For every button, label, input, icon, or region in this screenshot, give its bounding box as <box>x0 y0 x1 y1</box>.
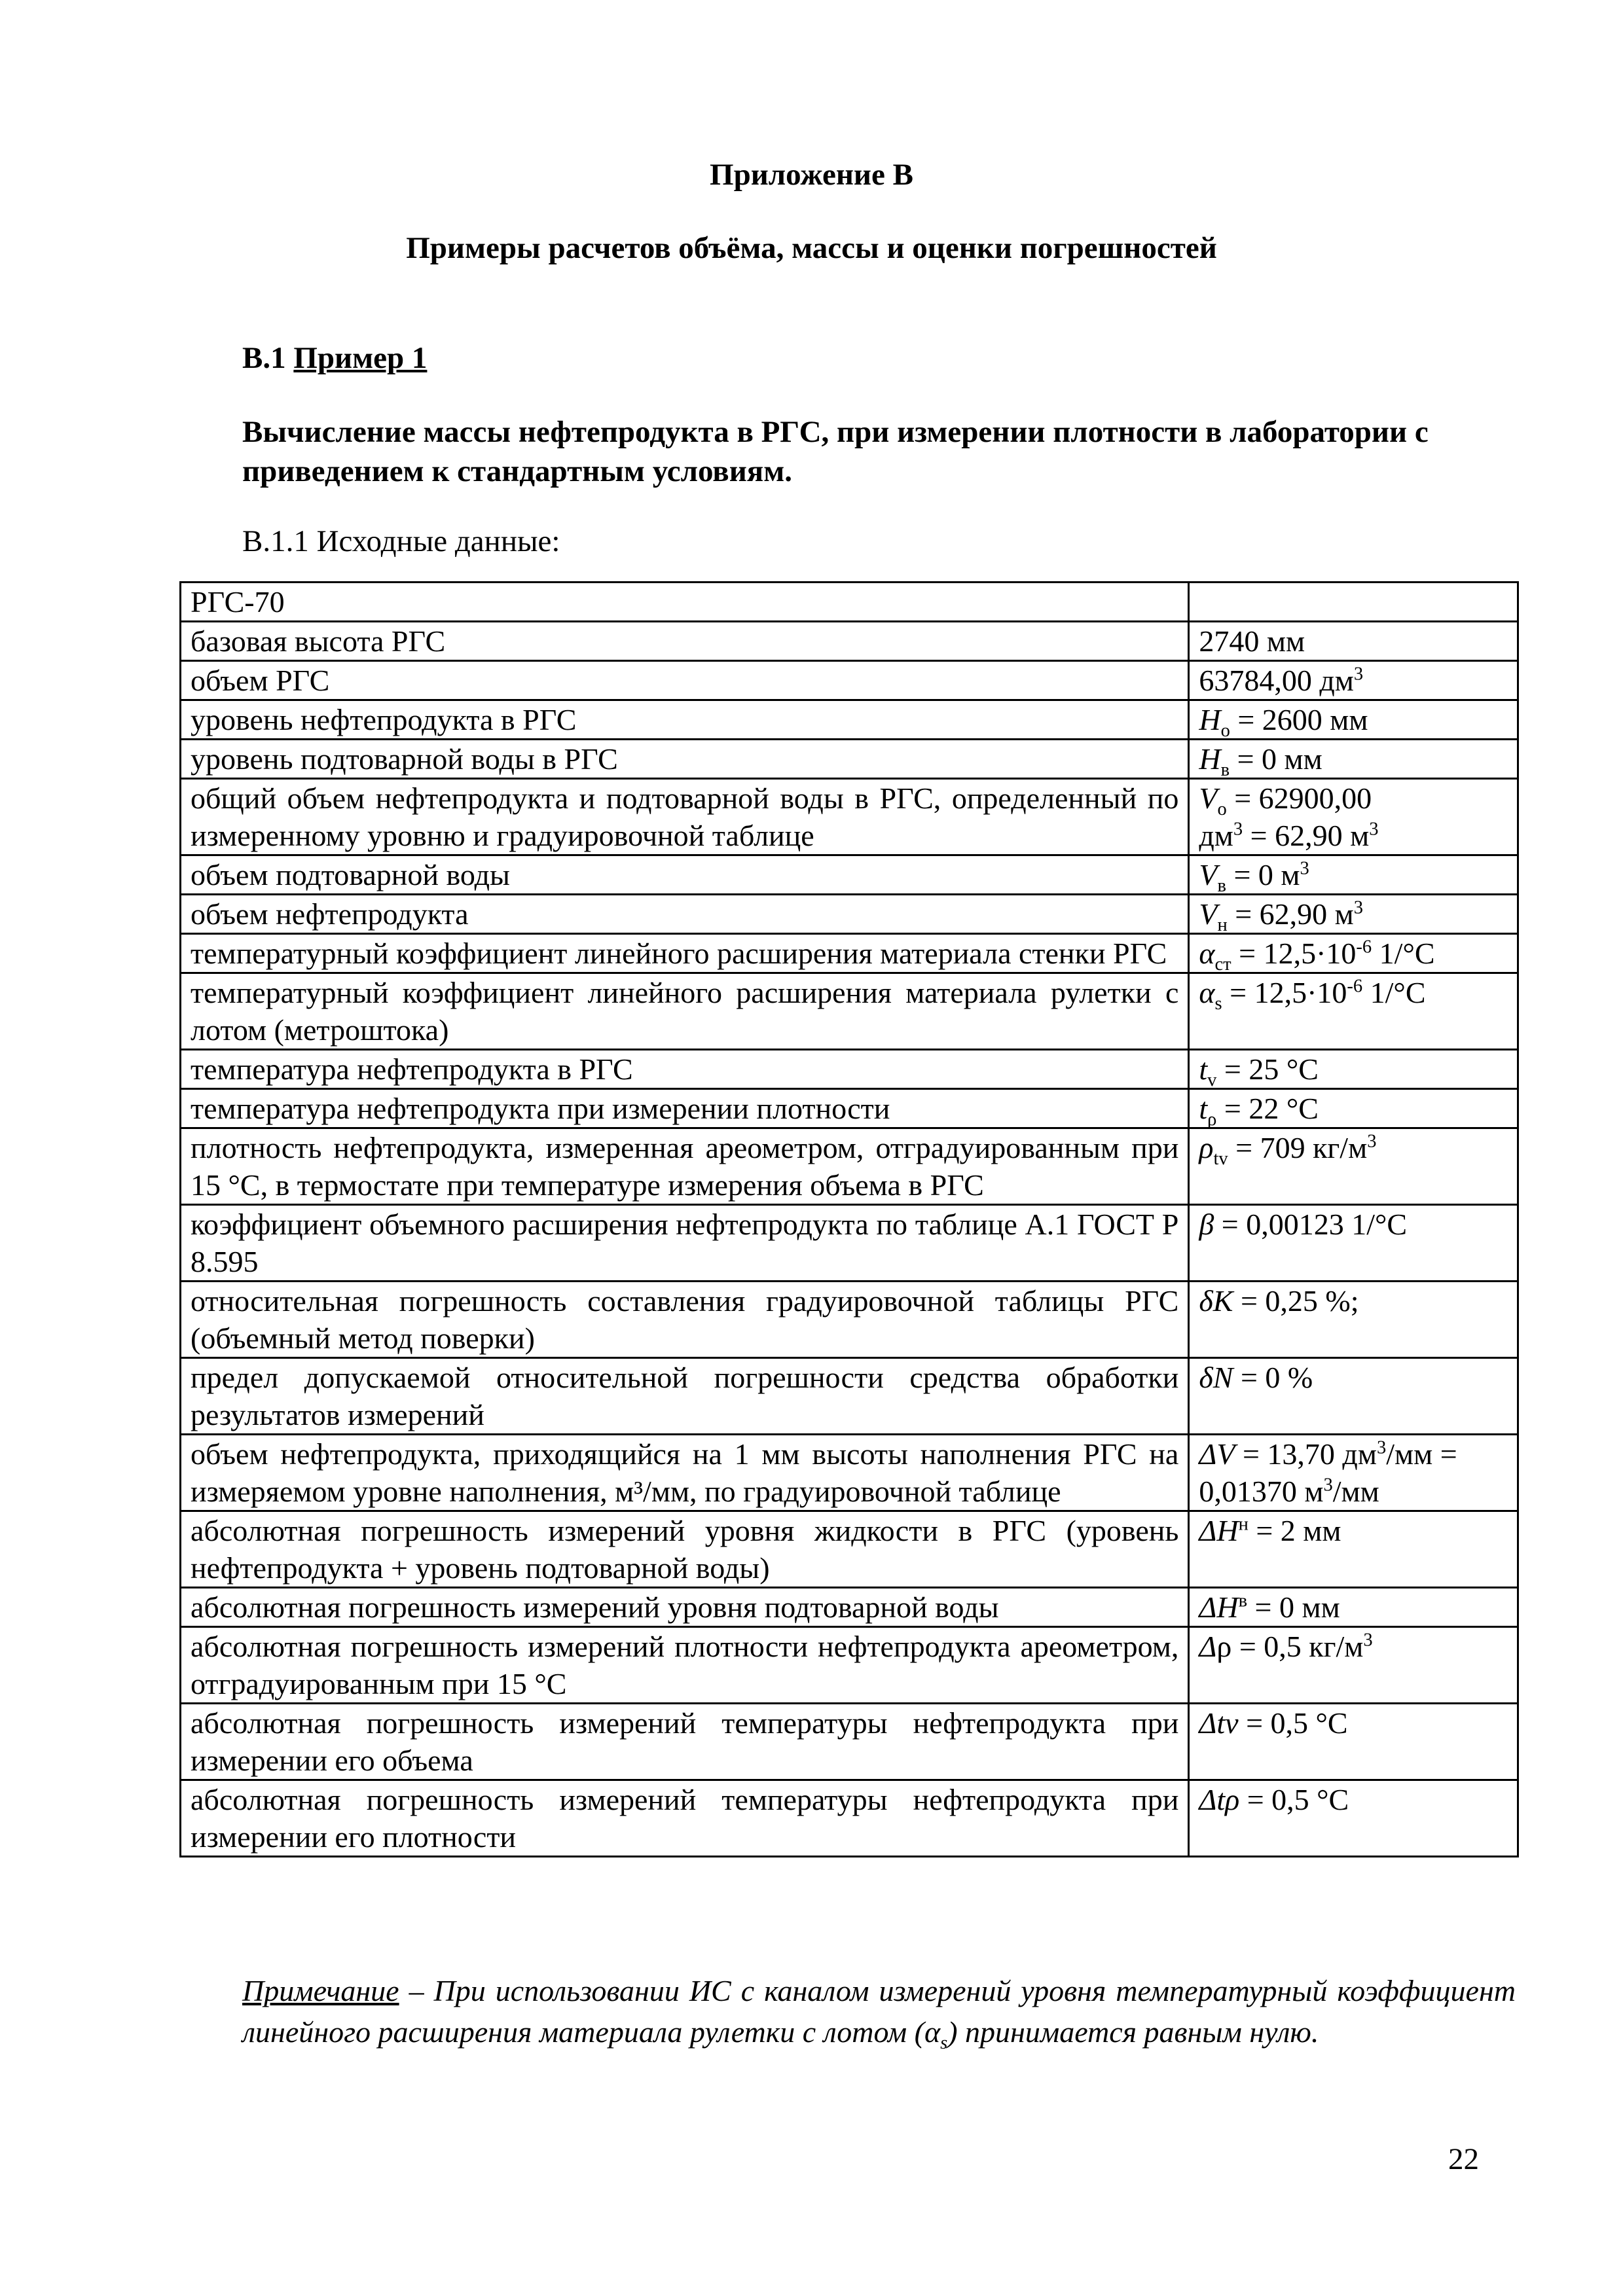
parameter-name: плотность нефтепродукта, измеренная ареометром, отградуированным при 15 °С, в термостате при температуре измерения объема в РГС <box>181 1128 1189 1205</box>
table-row <box>181 1511 1518 1588</box>
table-row <box>181 1588 1518 1627</box>
parameter-value <box>1189 973 1518 1050</box>
value-sup: 3 <box>1353 664 1364 685</box>
value-symbol: H <box>1199 742 1221 776</box>
value-sup: 3 <box>1363 1630 1373 1651</box>
parameter-value <box>1189 1627 1518 1704</box>
parameter-value <box>1189 1128 1518 1205</box>
parameter-value <box>1189 1704 1518 1780</box>
value-symbol-sub: ρ <box>1207 1109 1217 1130</box>
value-symbol: ΔH <box>1199 1514 1239 1547</box>
parameter-name: абсолютная погрешность измерений плотности нефтепродукта ареометром, отградуированным при 15 °С <box>181 1627 1189 1704</box>
parameter-value <box>1189 1205 1518 1282</box>
parameter-name: абсолютная погрешность измерений уровня жидкости в РГС (уровень нефтепродукта + уровень подтоварной воды) <box>181 1511 1189 1588</box>
value-symbol-sub: в <box>1217 876 1226 897</box>
value-symbol: ΔH <box>1199 1590 1239 1624</box>
value-symbol-sub: ст <box>1214 954 1231 975</box>
value-text: = 2 мм <box>1248 1514 1341 1547</box>
parameter-name: общий объем нефтепродукта и подтоварной воды в РГС, определенный по измеренному уровню и градуировочной таблице <box>181 779 1189 855</box>
parameter-value <box>1189 779 1518 855</box>
parameter-name: объем нефтепродукта <box>181 895 1189 934</box>
parameter-name: абсолютная погрешность измерений температуры нефтепродукта при измерении его плотности <box>181 1780 1189 1857</box>
parameter-value <box>1189 622 1518 661</box>
parameter-value <box>1189 895 1518 934</box>
table-row <box>181 855 1518 895</box>
table-row <box>181 1704 1518 1780</box>
parameter-value <box>1189 1511 1518 1588</box>
value-text: = 25 °С <box>1216 1052 1319 1086</box>
value-text: = 13,70 дм <box>1235 1437 1377 1471</box>
value-symbol: δK <box>1199 1284 1233 1318</box>
table-row <box>181 973 1518 1050</box>
value-symbol: β <box>1199 1208 1214 1241</box>
value-symbol-sub: tv <box>1213 1149 1228 1170</box>
value-text: = 0 мм <box>1230 742 1322 776</box>
value-symbol: Δtv <box>1199 1706 1239 1740</box>
table-row <box>181 1282 1518 1358</box>
table-row <box>181 1205 1518 1282</box>
value-sup: 3 <box>1376 1437 1387 1458</box>
value-text: = 2600 мм <box>1230 703 1368 736</box>
value-text: = 0,25 %; <box>1233 1284 1359 1318</box>
parameter-value <box>1189 1282 1518 1358</box>
note <box>242 1970 1516 2053</box>
appendix-heading: Приложение В <box>710 158 913 192</box>
value-text: = 0 м <box>1226 858 1300 891</box>
value-symbol-sub: s <box>1214 994 1222 1014</box>
parameter-name: базовая высота РГС <box>181 622 1189 661</box>
note-text-a: – При использовании ИС с каналом измерений уровня температурный коэффициент линейного расширения материала рулетки с лотом (α <box>242 1974 1516 2049</box>
table-row <box>181 1050 1518 1089</box>
value-text-3: = 62,90 м <box>1243 819 1370 852</box>
value-symbol: Δtρ <box>1199 1783 1240 1816</box>
parameter-value <box>1189 700 1518 740</box>
parameter-value <box>1189 1435 1518 1511</box>
note-text-sub: s <box>940 2033 948 2054</box>
parameter-name: абсолютная погрешность измерений уровня подтоварной воды <box>181 1588 1189 1627</box>
parameter-name: температурный коэффициент линейного расширения материала рулетки с лотом (метроштока) <box>181 973 1189 1050</box>
table-row <box>181 1780 1518 1857</box>
parameter-name: РГС-70 <box>181 583 1189 622</box>
value-symbol-sub: о <box>1220 721 1230 742</box>
table-row <box>181 1627 1518 1704</box>
value-sup: 3 <box>1367 1131 1377 1152</box>
value-text-2: дм <box>1199 819 1233 852</box>
value-symbol-sub: н <box>1217 915 1228 936</box>
parameter-name: уровень нефтепродукта в РГС <box>181 700 1189 740</box>
parameter-name: предел допускаемой относительной погрешности средства обработки результатов измерений <box>181 1358 1189 1435</box>
parameter-name: уровень подтоварной воды в РГС <box>181 740 1189 779</box>
parameter-name: коэффициент объемного расширения нефтепродукта по таблице А.1 ГОСТ Р 8.595 <box>181 1205 1189 1282</box>
table-row <box>181 661 1518 700</box>
parameter-name: абсолютная погрешность измерений температуры нефтепродукта при измерении его объема <box>181 1704 1189 1780</box>
table-row <box>181 1128 1518 1205</box>
value-symbol: α <box>1199 937 1215 970</box>
value-symbol-sup: н <box>1238 1514 1249 1535</box>
value-text-2: 0,01370 м <box>1199 1475 1324 1508</box>
value-sup: 3 <box>1300 858 1309 879</box>
section-title: Пример 1 <box>293 341 428 375</box>
value-symbol: t <box>1199 1092 1208 1125</box>
value-text: = 0,5 °С <box>1239 1783 1349 1816</box>
value-tail: /мм = <box>1386 1437 1457 1471</box>
value-text: ρ = 0,5 кг/м <box>1216 1630 1364 1663</box>
value-sup-3: 3 <box>1369 819 1379 840</box>
table-row <box>181 1435 1518 1511</box>
parameter-value <box>1189 583 1518 622</box>
value-sup: -6 <box>1356 937 1372 958</box>
value-symbol: α <box>1199 976 1215 1009</box>
value-text: 2740 мм <box>1199 624 1305 658</box>
example-description-line2: приведением к стандартным условиям. <box>242 454 792 488</box>
value-symbol: Δ <box>1199 1630 1217 1663</box>
value-symbol: V <box>1199 781 1218 815</box>
example-description <box>242 412 1516 491</box>
value-text: = 62900,00 <box>1226 781 1372 815</box>
parameter-value <box>1189 1089 1518 1128</box>
table-row <box>181 583 1518 622</box>
example-description-line1: Вычисление массы нефтепродукта в РГС, при измерении плотности в лаборатории с <box>242 415 1429 449</box>
value-symbol-sub: v <box>1207 1070 1217 1091</box>
value-text: = 0,00123 1/°С <box>1214 1208 1408 1241</box>
value-symbol: V <box>1199 897 1218 931</box>
table-row <box>181 779 1518 855</box>
value-text: 63784,00 дм <box>1199 664 1354 697</box>
parameter-value <box>1189 661 1518 700</box>
note-text-b: ) принимается равным нулю. <box>947 2015 1319 2049</box>
table-row <box>181 934 1518 973</box>
parameter-value <box>1189 1358 1518 1435</box>
value-symbol-sup: в <box>1238 1590 1248 1611</box>
parameter-value <box>1189 740 1518 779</box>
note-label: Примечание <box>242 1974 399 2007</box>
value-sup-2: 3 <box>1233 819 1243 840</box>
parameter-name: температура нефтепродукта при измерении плотности <box>181 1089 1189 1128</box>
parameter-value <box>1189 1588 1518 1627</box>
value-symbol: δN <box>1199 1361 1233 1394</box>
table-row <box>181 1089 1518 1128</box>
value-sup-2: 3 <box>1323 1475 1333 1496</box>
parameter-name: температура нефтепродукта в РГС <box>181 1050 1189 1089</box>
value-symbol: t <box>1199 1052 1208 1086</box>
table-row <box>181 1358 1518 1435</box>
table-row <box>181 895 1518 934</box>
value-tail: 1/°С <box>1372 937 1435 970</box>
section-number: В.1 <box>242 341 286 375</box>
table-row <box>181 740 1518 779</box>
parameter-name: объем РГС <box>181 661 1189 700</box>
table-row <box>181 700 1518 740</box>
value-tail: 1/°С <box>1362 976 1426 1009</box>
value-text: = 12,5·10 <box>1222 976 1347 1009</box>
parameter-name: температурный коэффициент линейного расширения материала стенки РГС <box>181 934 1189 973</box>
parameter-value <box>1189 1780 1518 1857</box>
value-text: = 12,5·10 <box>1231 937 1357 970</box>
section-heading <box>242 340 427 376</box>
parameter-value <box>1189 934 1518 973</box>
parameter-value <box>1189 855 1518 895</box>
value-symbol: H <box>1199 703 1221 736</box>
parameter-name: объем подтоварной воды <box>181 855 1189 895</box>
page-number: 22 <box>1448 2142 1479 2176</box>
parameter-value <box>1189 1050 1518 1089</box>
value-sup: 3 <box>1353 897 1364 918</box>
initial-data-table <box>179 581 1519 1857</box>
value-text: = 22 °С <box>1216 1092 1319 1125</box>
value-text: = 709 кг/м <box>1228 1131 1368 1164</box>
value-symbol: ρ <box>1199 1131 1214 1164</box>
value-text: = 0 % <box>1233 1361 1313 1394</box>
value-symbol-sub: о <box>1217 799 1227 820</box>
parameter-name: относительная погрешность составления градуировочной таблицы РГС (объемный метод поверки) <box>181 1282 1189 1358</box>
value-text: = 62,90 м <box>1227 897 1354 931</box>
value-text: = 0,5 °С <box>1238 1706 1348 1740</box>
value-sup: -6 <box>1347 976 1363 997</box>
value-text: = 0 мм <box>1247 1590 1340 1624</box>
table-row <box>181 622 1518 661</box>
appendix-title: Примеры расчетов объёма, массы и оценки погрешностей <box>406 231 1217 265</box>
value-tail-2: /мм <box>1332 1475 1379 1508</box>
initial-data-label: В.1.1 Исходные данные: <box>242 524 560 558</box>
value-symbol-sub: в <box>1220 760 1230 781</box>
parameter-name: объем нефтепродукта, приходящийся на 1 мм высоты наполнения РГС на измеряемом уровне наполнения, м³/мм, по градуировочной таблице <box>181 1435 1189 1511</box>
value-symbol: ΔV <box>1199 1437 1235 1471</box>
value-symbol: V <box>1199 858 1218 891</box>
